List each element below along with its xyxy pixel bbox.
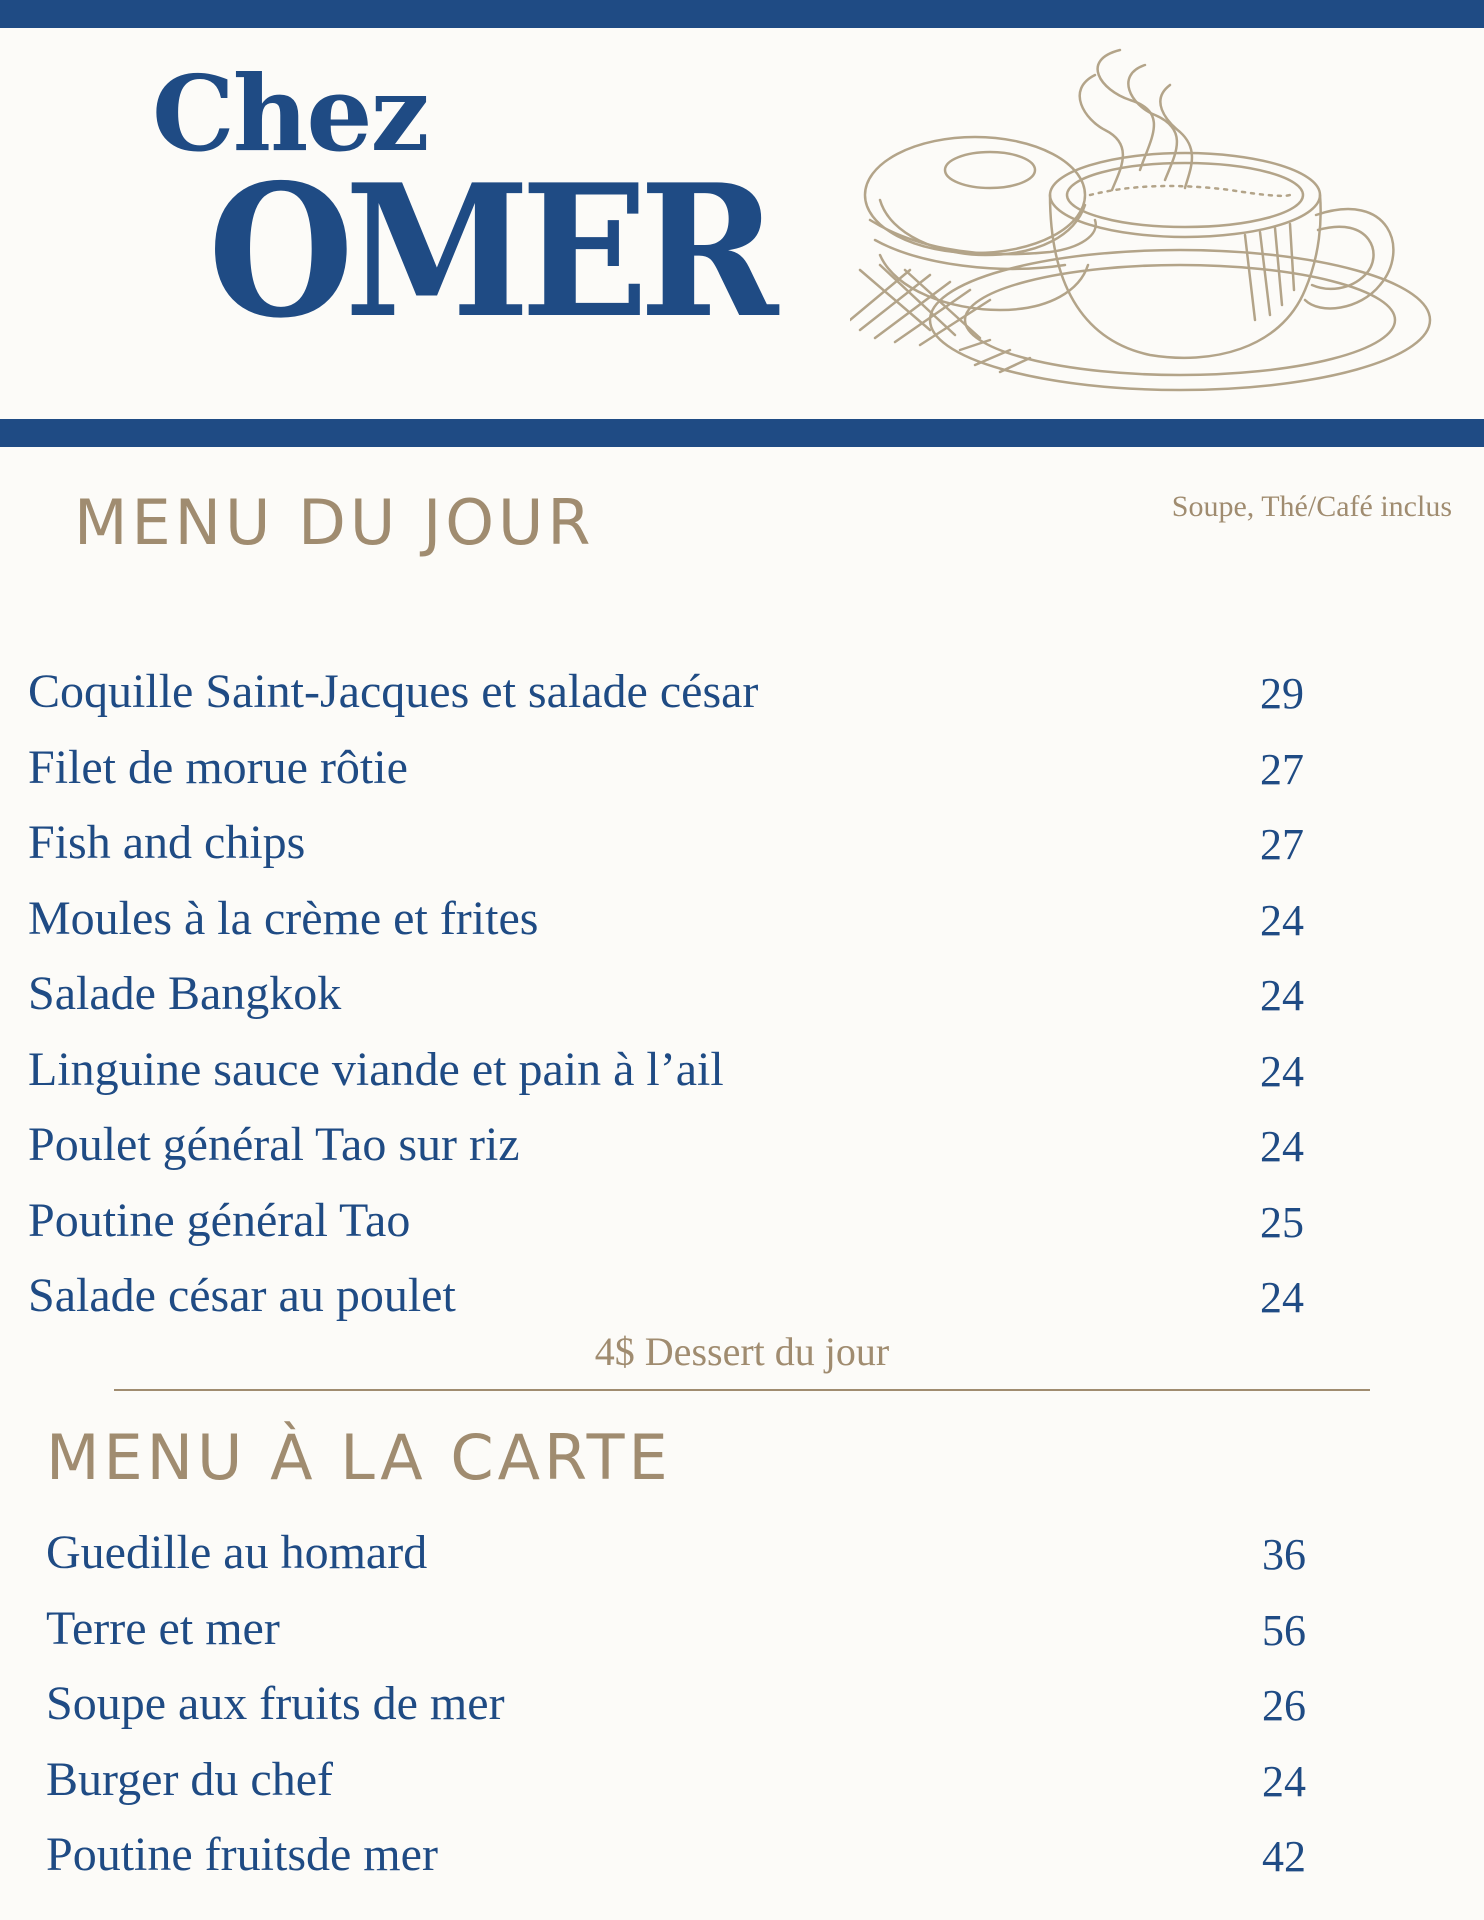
divider-band (0, 419, 1484, 447)
menu-item-name: Moules à la crème et frites (28, 891, 539, 945)
menu-item-price: 25 (1260, 1197, 1304, 1247)
menu-a-la-carte-title: MENU À LA CARTE (46, 1421, 672, 1494)
bagel-coffee-illustration (850, 20, 1440, 410)
menu-item-name: Salade Bangkok (28, 967, 342, 1020)
menu-item-price: 24 (1260, 1122, 1304, 1171)
dessert-du-jour: 4$ Dessert du jour (594, 1329, 890, 1374)
menu-item-price: 27 (1260, 744, 1304, 794)
menu-item-price: 42 (1262, 1832, 1306, 1881)
brand-chez: Chez (152, 52, 428, 175)
menu-item-name: Poutine général Tao (28, 1193, 411, 1247)
menu-item-name: Burger du chef (46, 1752, 334, 1806)
menu-item-price: 24 (1260, 1273, 1304, 1322)
menu-item-price: 26 (1262, 1681, 1306, 1730)
menu-du-jour-note: Soupe, Thé/Café inclus (1171, 490, 1452, 523)
menu-item-price: 24 (1260, 895, 1304, 945)
section-divider-rule (114, 1389, 1370, 1391)
menu-item-price: 29 (1260, 669, 1304, 718)
menu-item-name: Soupe aux fruits de mer (46, 1677, 505, 1730)
menu-item-name: Coquille Saint-Jacques et salade césar (28, 665, 759, 718)
menu-item-price: 24 (1262, 1756, 1306, 1806)
menu-item-name: Guedille au homard (46, 1526, 428, 1579)
brand-name: OMER (208, 144, 770, 358)
menu-item-name: Poulet général Tao sur riz (28, 1118, 520, 1171)
menu-item-name: Poutine fruitsde mer (46, 1828, 438, 1881)
menu-item-name: Fish and chips (28, 816, 306, 869)
menu-item-price: 27 (1260, 820, 1304, 869)
menu-item-price: 24 (1260, 1046, 1304, 1096)
menu-item-name: Salade césar au poulet (28, 1269, 456, 1322)
menu-item-price: 36 (1262, 1530, 1306, 1579)
menu-item-name: Linguine sauce viande et pain à l’ail (28, 1042, 724, 1096)
menu-item-name: Terre et mer (46, 1601, 280, 1655)
menu-item-price: 56 (1262, 1605, 1306, 1655)
menu-du-jour-title: MENU DU JOUR (74, 486, 595, 559)
menu-item-price: 24 (1260, 971, 1304, 1020)
menu-item-name: Filet de morue rôtie (28, 740, 408, 794)
